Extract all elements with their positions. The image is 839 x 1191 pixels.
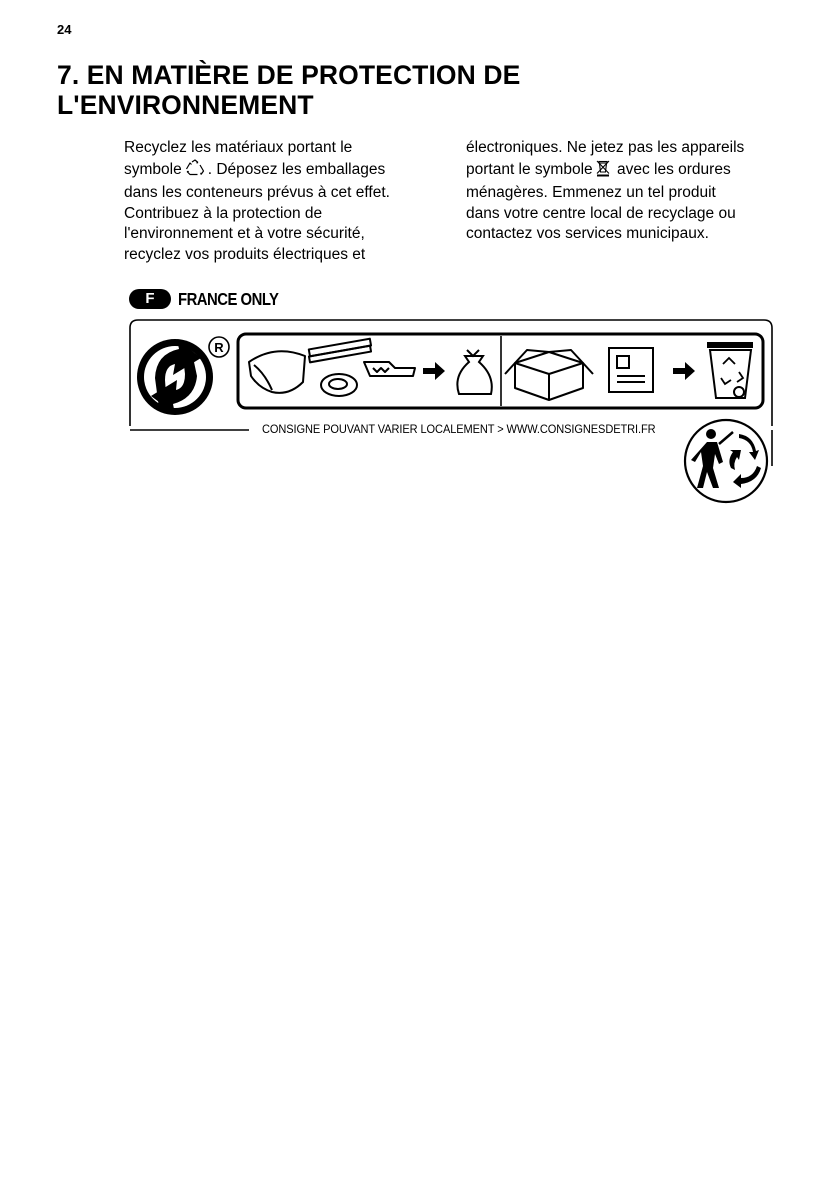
body-line: ménagères. Emmenez un tel produit: [466, 184, 716, 201]
bag-icon: [457, 356, 491, 394]
body-line: Contribuez à la protection de: [124, 204, 323, 222]
section-title: [57, 60, 520, 120]
body-line: électroniques. Ne jetez pas les appareils: [466, 139, 745, 156]
triman-frame: [130, 320, 772, 466]
section-title-line-1: 7. EN MATIÈRE DE PROTECTION DE: [57, 60, 521, 90]
body-line: [466, 159, 796, 184]
registered-mark-letter: R: [214, 340, 224, 355]
page-number: 24: [57, 22, 72, 37]
consigne-text: CONSIGNE POUVANT VARIER LOCALEMENT > WWW.CONSIGNESDETRI.FR: [262, 422, 656, 436]
triman-sorting-info: [127, 318, 775, 504]
body-line: l'environnement et à votre sécurité,: [124, 225, 365, 242]
green-dot-logo: [137, 339, 213, 415]
packaging-items-icon: [249, 339, 415, 396]
crossed-out-bin-icon: [595, 159, 611, 184]
recycling-bin-icon: [707, 342, 753, 398]
arrow-right-icon: [423, 362, 445, 380]
france-badge: F: [129, 289, 171, 309]
body-line: contactez vos services municipaux.: [466, 225, 709, 242]
section-title-line-2: L'ENVIRONNEMENT: [57, 90, 314, 120]
body-line: dans les conteneurs prévus à cet effet.: [124, 184, 390, 201]
registered-mark-icon: [209, 337, 229, 357]
body-line-end: . Déposez les emballages: [207, 160, 386, 178]
triman-icon: [685, 420, 767, 502]
body-line-end: avec les ordures: [616, 160, 731, 178]
body-line: Recyclez les matériaux portant le: [124, 139, 353, 156]
france-only-label: FRANCE ONLY: [178, 289, 279, 309]
paper-document-icon: [609, 348, 653, 392]
body-line: dans votre centre local de recyclage ou: [466, 204, 736, 222]
arrow-right-icon: [673, 362, 695, 380]
body-line: recyclez vos produits électriques et: [124, 245, 366, 263]
recycle-icon: [184, 159, 206, 184]
cardboard-box-icon: [505, 350, 593, 400]
body-text-left-column: [124, 138, 444, 265]
body-line: [124, 159, 444, 184]
body-line-start: symbole: [124, 160, 182, 178]
body-text-right-column: [466, 138, 796, 245]
body-line-start: portant le symbole: [466, 160, 593, 178]
